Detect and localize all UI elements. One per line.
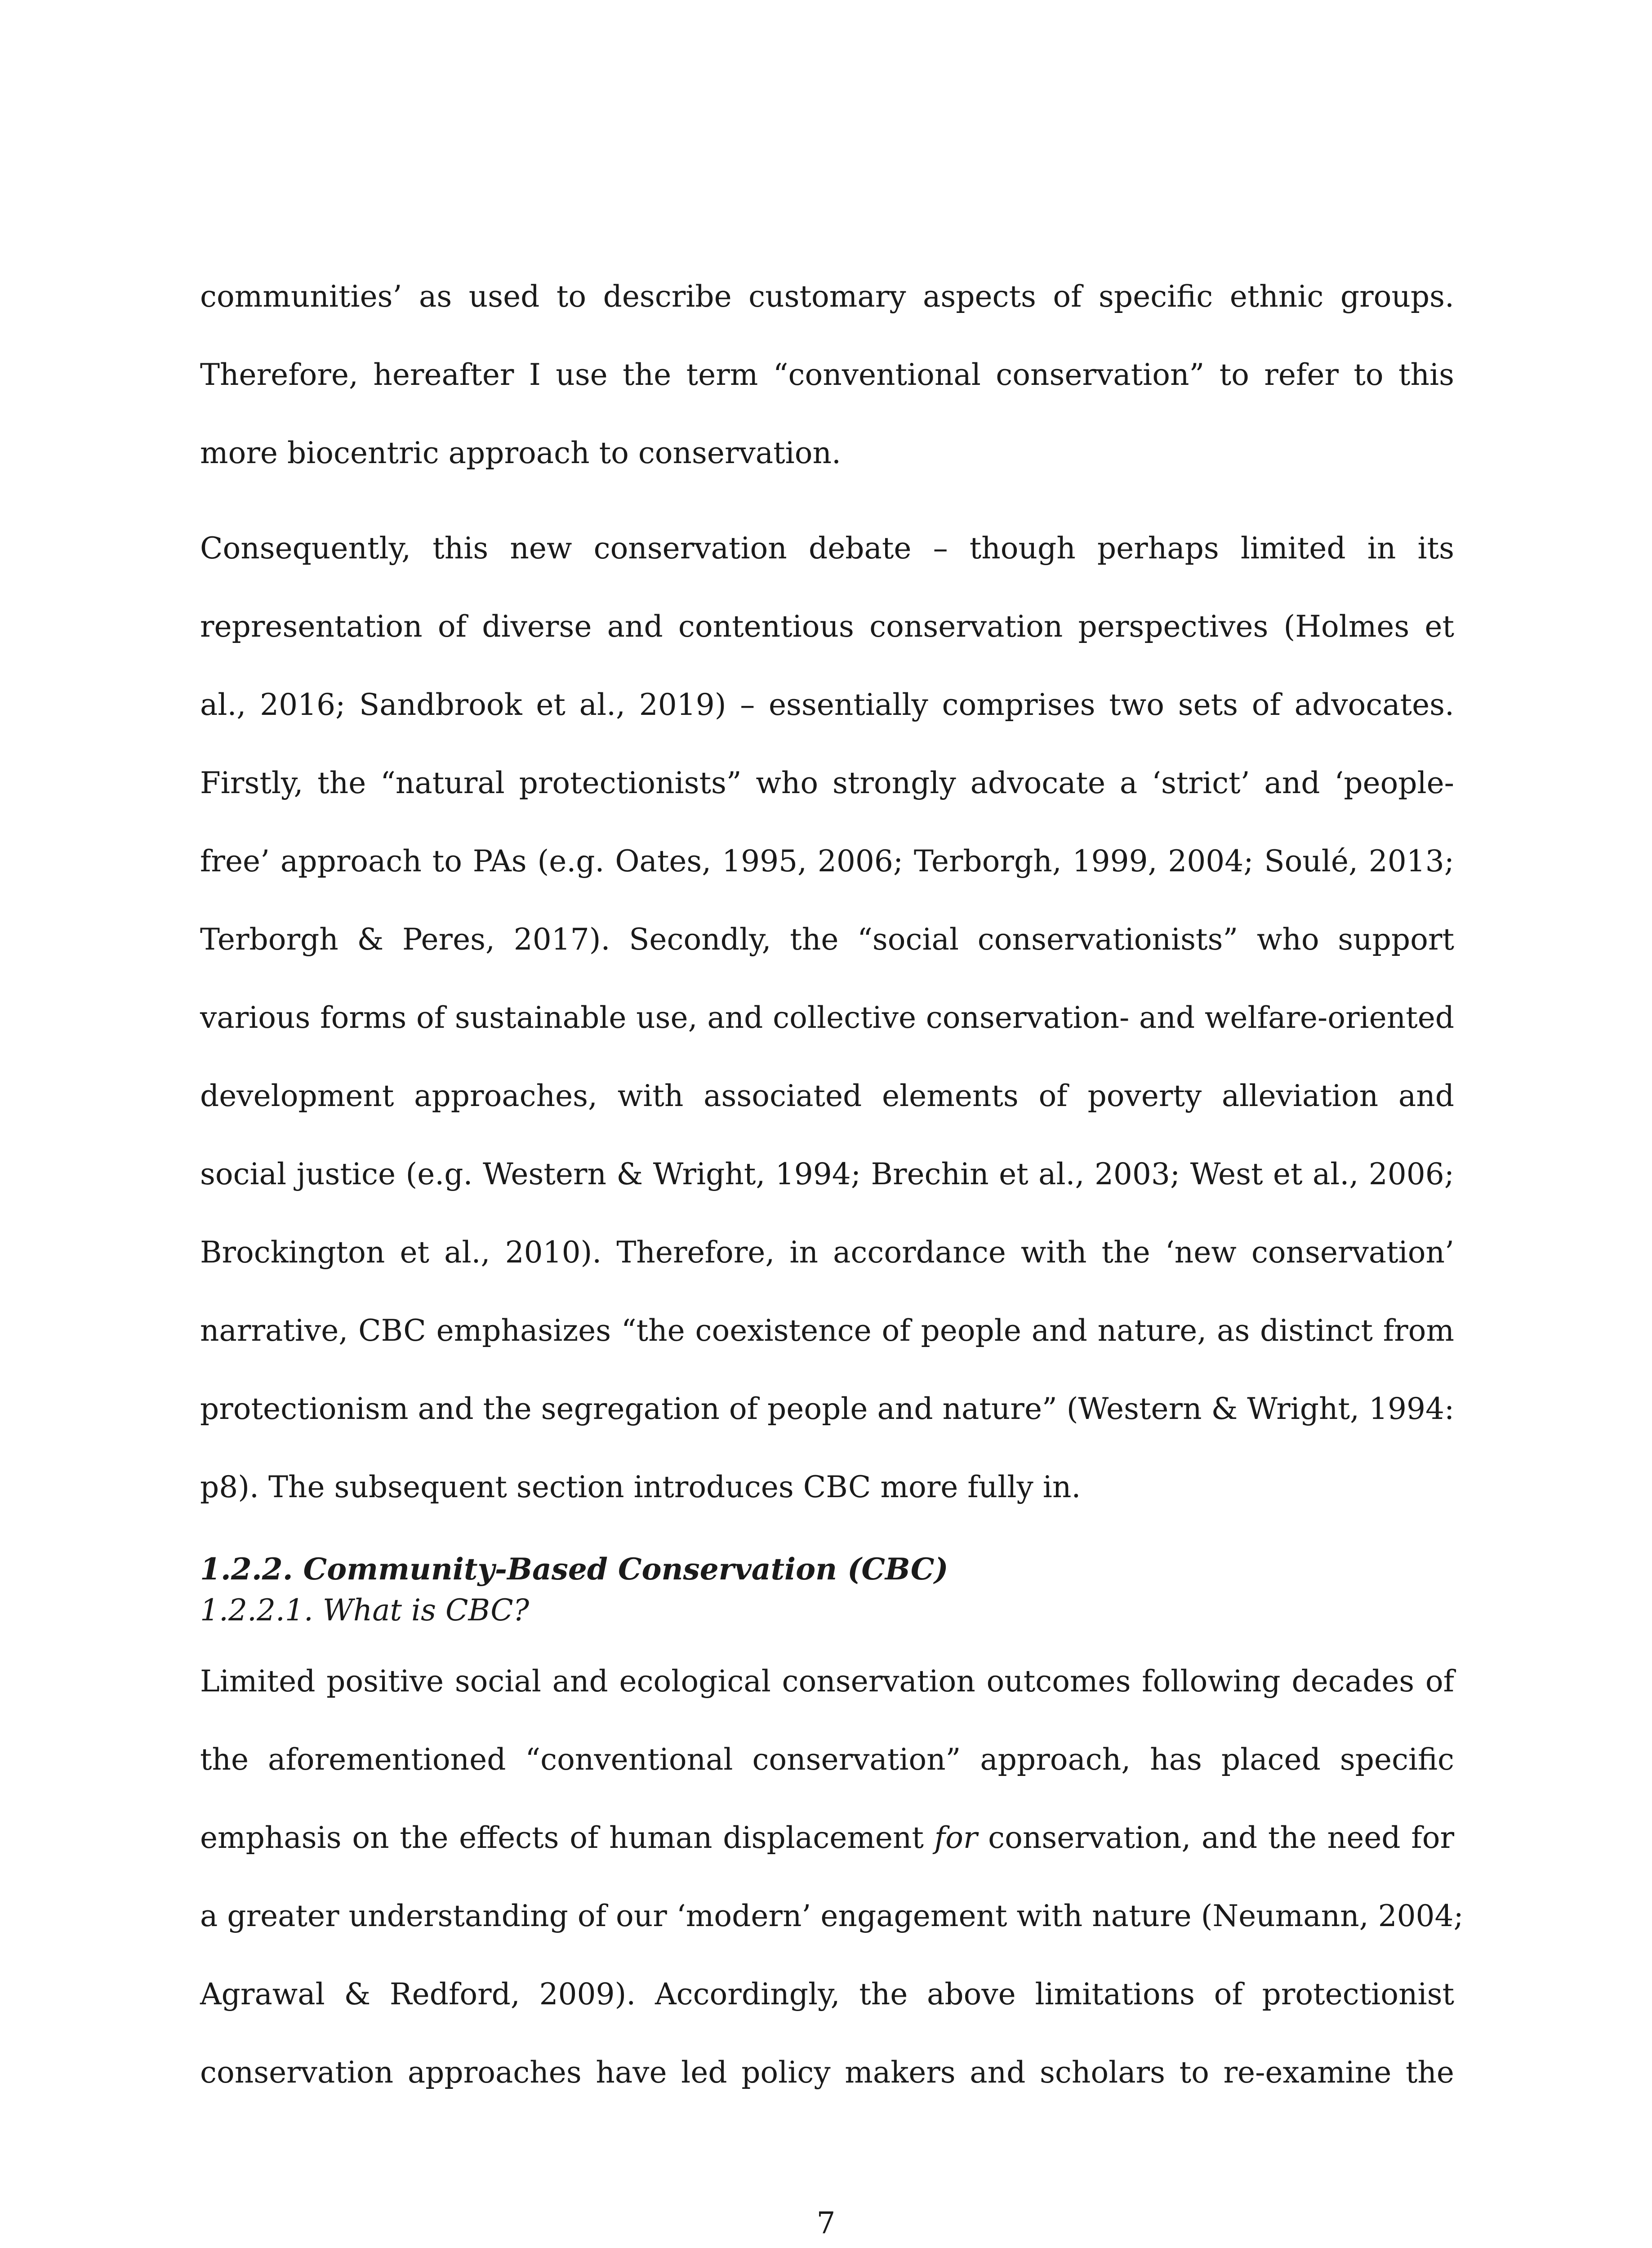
paragraph-line: social justice (e.g. Western & Wright, 1994; Brechin et al., 2003; West et al., 2006; (200, 1157, 1454, 1191)
line-text: conservation, and the need for (977, 1820, 1455, 1855)
paragraph-line: al., 2016; Sandbrook et al., 2019) – essentially comprises two sets of advocates. (200, 687, 1454, 722)
paragraph-line: various forms of sustainable use, and collective conservation- and welfare-oriented (200, 1000, 1454, 1035)
paragraph-line: conservation approaches have led policy makers and scholars to re-examine the (200, 2055, 1454, 2090)
paragraph-line: Consequently, this new conservation debate – though perhaps limited in its (200, 531, 1454, 566)
paragraph-line: protectionism and the segregation of people and nature” (Western & Wright, 1994: (200, 1392, 1455, 1426)
paragraph-line: more biocentric approach to conservation. (200, 436, 841, 470)
paragraph-line: Agrawal & Redford, 2009). Accordingly, the above limitations of protectionist (200, 1977, 1454, 2012)
page-number: 7 (816, 2206, 836, 2240)
paragraph-line: Firstly, the “natural protectionists” who strongly advocate a ‘strict’ and ‘people- (200, 766, 1454, 800)
paragraph-line: Therefore, hereafter I use the term “conventional conservation” to refer to this (200, 357, 1454, 392)
paragraph-line: communities’ as used to describe customary aspects of specific ethnic groups. (200, 279, 1454, 314)
paragraph-line: Brockington et al., 2010). Therefore, in accordance with the ‘new conservation’ (200, 1235, 1454, 1270)
section-heading: 1.2.2. Community-Based Conservation (CBC) (200, 1552, 948, 1587)
paragraph-line: Terborgh & Peres, 2017). Secondly, the “social conservationists” who support (200, 922, 1454, 957)
paragraph-line: a greater understanding of our ‘modern’ engagement with nature (Neumann, 2004; (200, 1899, 1464, 1933)
paragraph-line: the aforementioned “conventional conservation” approach, has placed specific (200, 1742, 1454, 1777)
paragraph-line: narrative, CBC emphasizes “the coexistence of people and nature, as distinct from (200, 1313, 1454, 1348)
paragraph-line: free’ approach to PAs (e.g. Oates, 1995, 2006; Terborgh, 1999, 2004; Soulé, 2013; (200, 844, 1454, 879)
paragraph-line: p8). The subsequent section introduces CBC more fully in. (200, 1470, 1081, 1504)
paragraph-line: development approaches, with associated elements of poverty alleviation and (200, 1079, 1454, 1113)
line-text: emphasis on the effects of human displacement (200, 1820, 935, 1855)
paragraph-line: representation of diverse and contentious conservation perspectives (Holmes et (200, 609, 1454, 644)
subsection-heading: 1.2.2.1. What is CBC? (200, 1593, 530, 1628)
paragraph-line: Limited positive social and ecological conservation outcomes following decades of (200, 1664, 1454, 1699)
paragraph-line (200, 1820, 1454, 1856)
emphasis-text: for (934, 1820, 978, 1855)
